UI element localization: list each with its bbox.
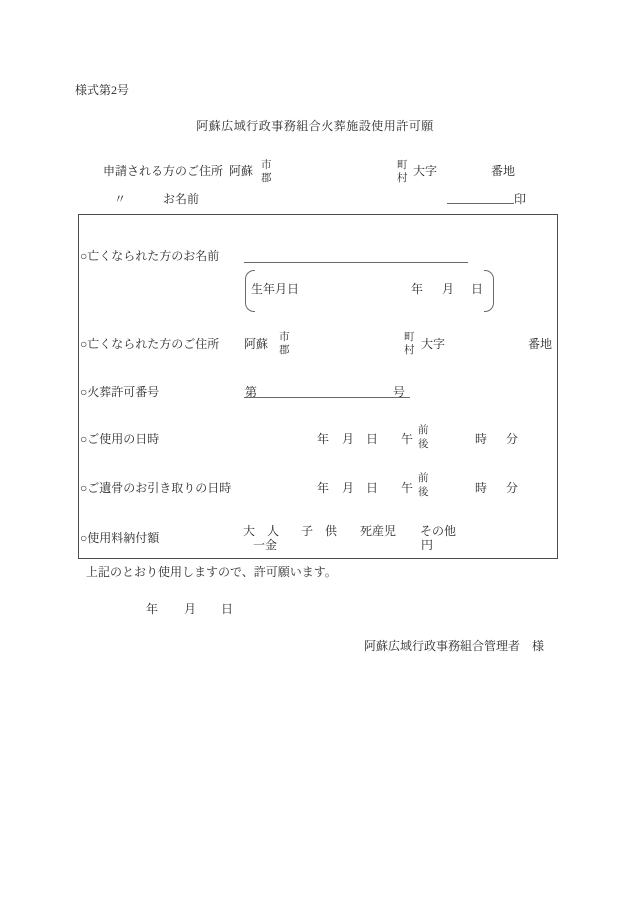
birthdate-bracket-right <box>484 270 494 312</box>
usage-month-label: 月 <box>342 432 355 446</box>
usage-year-label: 年 <box>317 432 330 446</box>
pickup-ampm-stack <box>418 472 429 500</box>
fee-amount-prefix: 一金 <box>253 538 278 552</box>
birthdate-month-label: 月 <box>442 282 455 296</box>
applicant-name-label: お名前 <box>163 192 200 206</box>
applicant-village-label: 村 <box>397 173 408 184</box>
deceased-town-label: 町 <box>404 332 415 343</box>
usage-am-label: 前 <box>418 425 429 436</box>
pickup-month-label: 月 <box>342 481 355 495</box>
applicant-county-label: 郡 <box>261 173 272 184</box>
fee-yen-label: 円 <box>421 538 434 552</box>
deceased-county-label: 郡 <box>279 345 290 356</box>
deceased-name-label: ○亡くなられた方のお名前 <box>80 249 220 263</box>
birthdate-day-label: 日 <box>471 282 484 296</box>
usage-minute-label: 分 <box>506 432 519 446</box>
usage-ampm-stack <box>418 424 429 452</box>
pickup-year-label: 年 <box>317 481 330 495</box>
applicant-town-label: 町 <box>397 160 408 171</box>
deceased-town-village-stack <box>404 331 415 357</box>
applicant-aso-text: 阿蘇 <box>229 164 254 178</box>
permit-number-prefix: 第 <box>245 385 258 399</box>
pickup-pm-label: 後 <box>418 487 429 498</box>
deceased-city-county-stack <box>279 331 290 357</box>
applicant-name-blank <box>447 191 514 204</box>
deceased-banchi-label: 番地 <box>528 337 553 351</box>
seal-label: 印 <box>514 192 527 206</box>
deceased-aso-text: 阿蘇 <box>244 337 269 351</box>
deceased-address-label: ○亡くなられた方のご住所 <box>80 337 220 351</box>
applicant-oaza-label: 大字 <box>413 164 438 178</box>
pickup-datetime-label: ○ご遺骨のお引き取りの日時 <box>80 481 232 495</box>
fee-other-label: その他 <box>420 524 457 538</box>
fee-adult-label: 大 人 <box>243 524 280 538</box>
permit-number-label: ○火葬許可番号 <box>80 385 160 399</box>
fee-stillborn-label: 死産児 <box>360 524 397 538</box>
birthdate-label: 生年月日 <box>251 282 300 296</box>
pickup-minute-label: 分 <box>506 481 519 495</box>
fee-label: ○使用料納付額 <box>80 531 160 545</box>
permit-number-suffix: 号 <box>393 385 406 399</box>
fee-child-label: 子 供 <box>301 524 338 538</box>
pickup-day-label: 日 <box>366 481 379 495</box>
applicant-city-label: 市 <box>261 160 272 171</box>
pickup-am-label: 前 <box>418 473 429 484</box>
closing-year-label: 年 <box>146 602 159 616</box>
applicant-address-label: 申請される方のご住所 <box>103 164 224 178</box>
addressee-label: 阿蘇広域行政事務組合管理者 様 <box>364 639 545 653</box>
page-title: 阿蘇広域行政事務組合火葬施設使用許可願 <box>196 119 434 133</box>
deceased-oaza-label: 大字 <box>421 337 446 351</box>
applicant-town-village-stack <box>397 159 408 185</box>
usage-day-label: 日 <box>366 432 379 446</box>
pickup-hour-label: 時 <box>475 481 488 495</box>
closing-month-label: 月 <box>184 602 197 616</box>
applicant-city-county-stack <box>261 159 272 185</box>
deceased-village-label: 村 <box>404 345 415 356</box>
closing-statement: 上記のとおり使用しますので、許可願います。 <box>86 565 337 579</box>
usage-datetime-label: ○ご使用の日時 <box>80 432 160 446</box>
usage-hour-label: 時 <box>475 432 488 446</box>
usage-noon-label: 午 <box>401 432 414 446</box>
ditto-mark: 〃 <box>114 192 127 206</box>
pickup-noon-label: 午 <box>401 481 414 495</box>
usage-pm-label: 後 <box>418 439 429 450</box>
deceased-city-label: 市 <box>279 332 290 343</box>
birthdate-year-label: 年 <box>411 282 424 296</box>
deceased-name-blank <box>244 251 468 263</box>
applicant-banchi-label: 番地 <box>491 164 516 178</box>
permit-number-blank <box>244 385 410 398</box>
closing-day-label: 日 <box>221 602 234 616</box>
form-number: 様式第2号 <box>75 83 130 97</box>
